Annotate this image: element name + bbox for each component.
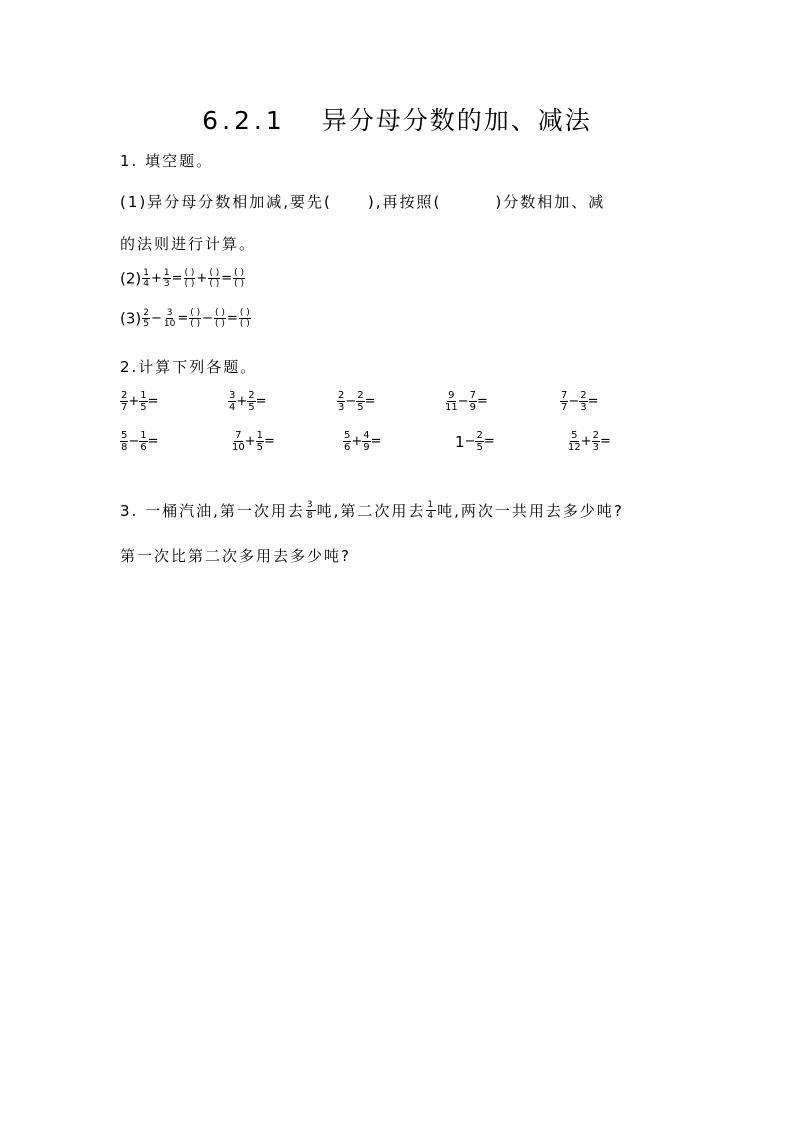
- fraction: $\frac{2}{5}$: [476, 430, 483, 453]
- fraction: $\frac{3}{8}$: [306, 500, 315, 521]
- q3-line2: 第一次比第二次多用去多少吨?: [120, 547, 351, 565]
- equals-sign: =: [255, 394, 267, 409]
- section-title: 异分母分数的加、减法: [321, 106, 592, 135]
- operator: +: [236, 394, 248, 409]
- fraction: $\frac{4}{9}$: [363, 430, 370, 453]
- operator: +: [580, 434, 592, 449]
- equals-sign: =: [364, 394, 376, 409]
- exercise-2-3: [343, 430, 382, 453]
- equals-sign: =: [264, 434, 275, 449]
- fraction: 5 8: [121, 430, 128, 453]
- fraction: 2 3: [338, 390, 345, 413]
- equals-sign: =: [477, 394, 488, 409]
- operator: −: [128, 434, 140, 449]
- q1-heading: 1. 填空题。: [120, 152, 214, 170]
- operator: +: [351, 434, 363, 449]
- equals-sign: =: [147, 394, 159, 409]
- q3-line1: 3. 一桶汽油,第一次用去 $\frac{3}{8}$ 吨,第二次用去 $\frac{1}{4}$ 吨,两次一共用去多少吨?: [120, 500, 624, 521]
- q1-part1-line2: 的法则进行计算。: [120, 235, 257, 253]
- exercise-2-4: [455, 430, 495, 453]
- blank-fraction: $\frac{( )}{( )}$: [215, 308, 225, 329]
- fraction: $\frac{2}{3}$: [580, 390, 587, 413]
- fraction: 5 6: [344, 430, 351, 453]
- operator: −: [568, 394, 580, 409]
- fraction: $\frac{1}{5}$: [140, 390, 147, 413]
- fraction: $\frac{2}{5}$: [143, 308, 149, 329]
- operator: −: [345, 394, 357, 409]
- exercise-2-1: [120, 430, 159, 453]
- blank-fraction: $\frac{( )}{( )}$: [209, 268, 220, 289]
- fraction: $\frac{2}{3}$: [592, 430, 600, 453]
- fraction: $\frac{1}{4}$: [143, 268, 149, 289]
- equals-sign: =: [600, 434, 611, 449]
- q1-part1-line1: (1)异分母分数相加减,要先( ),再按照( )分数相加、减: [120, 193, 606, 211]
- equals-sign: =: [370, 434, 382, 449]
- fraction: 9 11: [445, 390, 458, 413]
- equals-sign: =: [587, 394, 599, 409]
- section-number: 6.2.1: [202, 106, 286, 135]
- equals-sign: =: [483, 434, 495, 449]
- exercise-1-2: [228, 390, 267, 413]
- fraction: 7 7: [561, 390, 568, 413]
- q2-heading: 2.计算下列各题。: [120, 358, 258, 376]
- operator: −: [457, 394, 469, 409]
- fraction: $\frac{1}{6}$: [140, 430, 147, 453]
- exercise-1-3: [337, 390, 376, 413]
- exercise-1-4: [445, 390, 488, 413]
- exercise-2-2: [232, 430, 275, 453]
- equals-sign: =: [147, 434, 159, 449]
- fraction: 5 12: [568, 430, 581, 453]
- exercise-1-5: [560, 390, 599, 413]
- blank-fraction: $\frac{( )}{( )}$: [190, 308, 201, 329]
- blank-fraction: $\frac{( )}{( )}$: [239, 308, 250, 329]
- q1-part2: (2) $\frac{1}{4}$ + $\frac{1}{3}$ = $\frac{( )}{( )}$ + $\frac{( )}{( )}$ = $\frac{( )}{( )}$: [120, 268, 245, 289]
- page-title: [0, 101, 794, 137]
- fraction: 2 7: [121, 390, 128, 413]
- whole-number: 1: [455, 432, 465, 451]
- fraction: $\frac{1}{4}$: [427, 500, 436, 521]
- blank-fraction: $\frac{( )}{( )}$: [184, 268, 195, 289]
- q1-part3: (3) $\frac{2}{5}$ − $\frac{3}{10}$ = $\frac{( )}{( )}$ − $\frac{( )}{( )}$ = $\frac{( )}{( )}$: [120, 308, 250, 329]
- fraction: $\frac{1}{3}$: [163, 268, 170, 289]
- blank-fraction: $\frac{( )}{( )}$: [234, 268, 245, 289]
- fraction: $\frac{3}{10}$: [163, 308, 176, 329]
- fraction: $\frac{2}{5}$: [357, 390, 364, 413]
- fraction: 3 4: [229, 390, 236, 413]
- fraction: 7 10: [232, 430, 245, 453]
- operator: +: [128, 394, 140, 409]
- operator: +: [244, 434, 256, 449]
- fraction: $\frac{1}{5}$: [256, 430, 264, 453]
- fraction: $\frac{7}{9}$: [469, 390, 477, 413]
- operator: −: [464, 434, 476, 449]
- fraction: $\frac{2}{5}$: [248, 390, 255, 413]
- exercise-2-5: [568, 430, 611, 453]
- exercise-1-1: [120, 390, 159, 413]
